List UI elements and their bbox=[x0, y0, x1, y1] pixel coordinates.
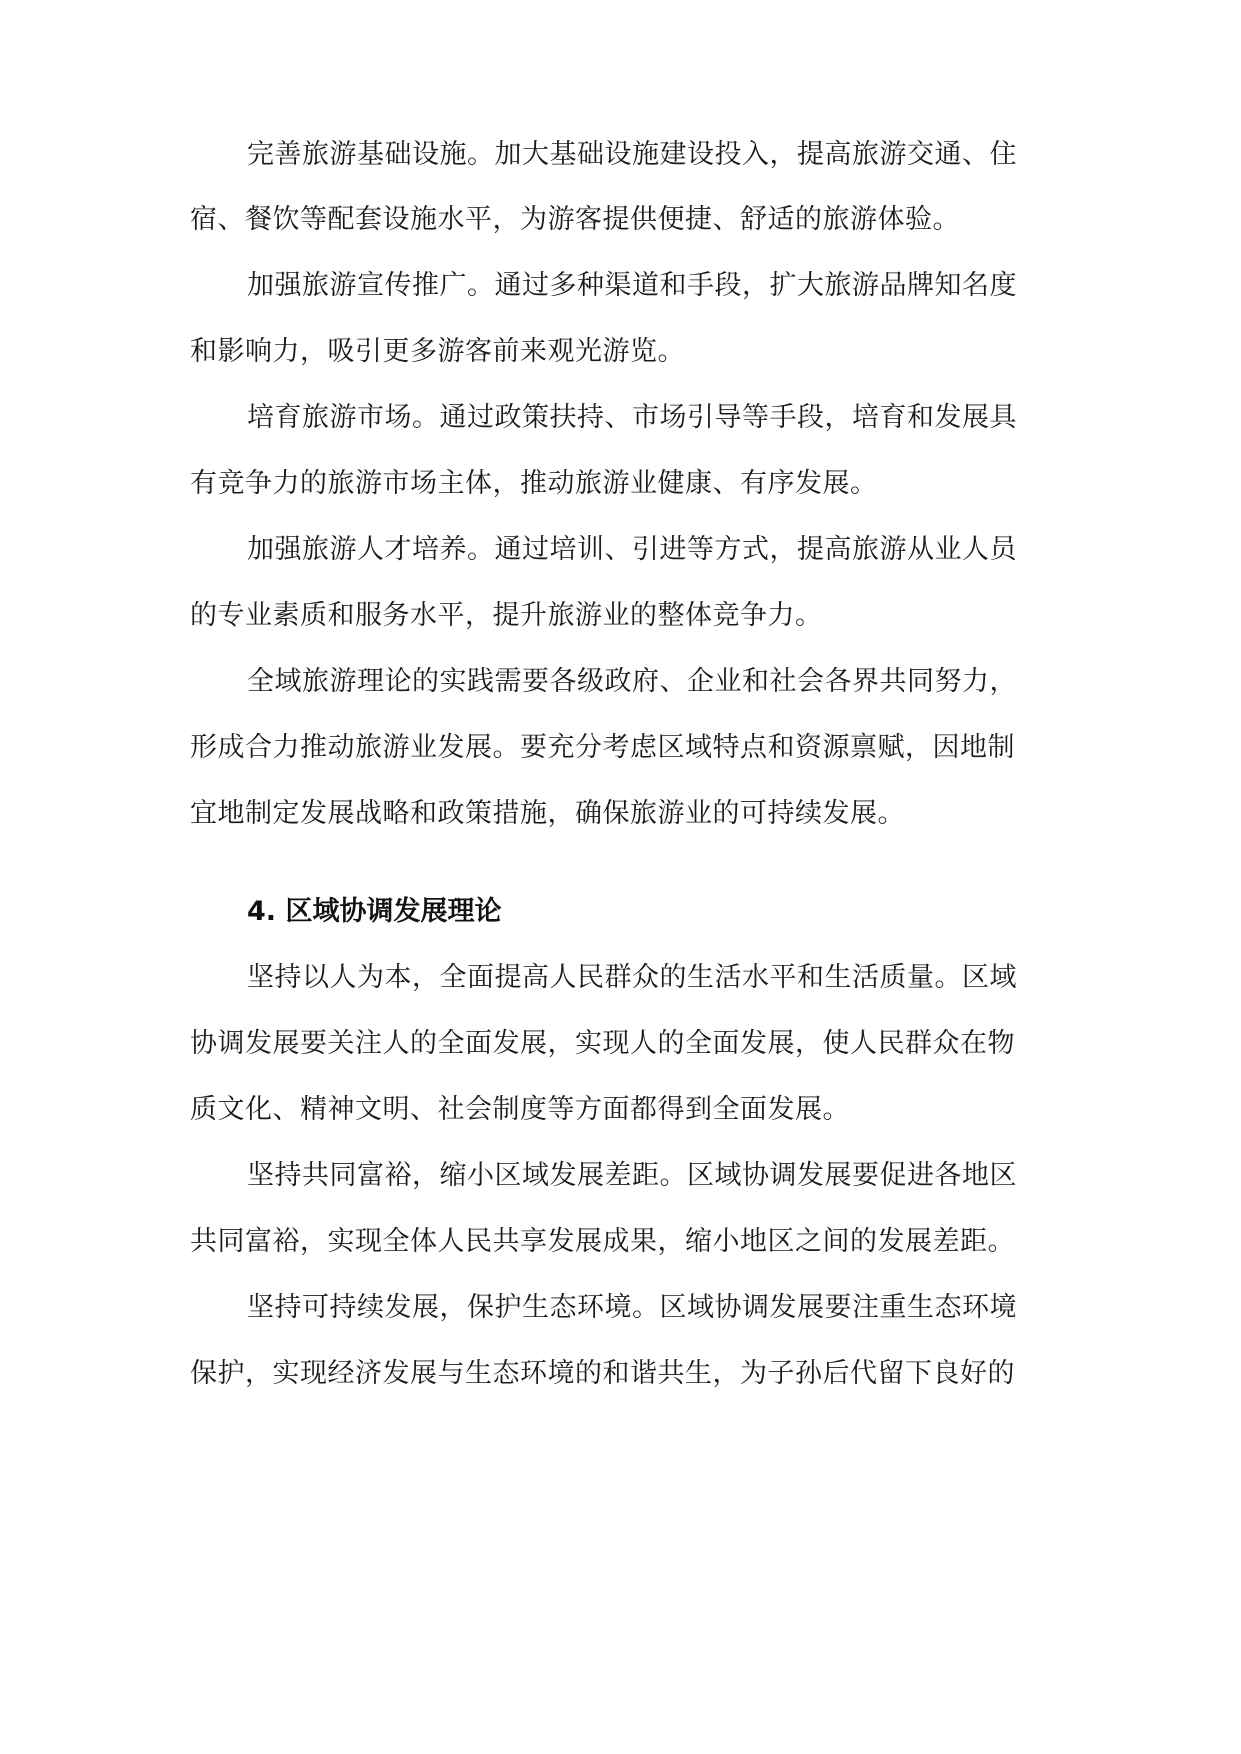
paragraph-line: 加强旅游人才培养。通过培训、引进等方式，提高旅游从业人员 bbox=[247, 534, 1017, 565]
paragraph-line: 坚持可持续发展，保护生态环境。区域协调发展要注重生态环境 bbox=[247, 1292, 1017, 1323]
paragraph-line: 全域旅游理论的实践需要各级政府、企业和社会各界共同努力， bbox=[247, 666, 1017, 697]
paragraph-line: 有竞争力的旅游市场主体，推动旅游业健康、有序发展。 bbox=[190, 468, 878, 499]
paragraph-line: 培育旅游市场。通过政策扶持、市场引导等手段，培育和发展具 bbox=[247, 402, 1017, 433]
paragraph-line: 形成合力推动旅游业发展。要充分考虑区域特点和资源禀赋，因地制 bbox=[190, 732, 1015, 763]
paragraph-line: 加强旅游宣传推广。通过多种渠道和手段，扩大旅游品牌知名度 bbox=[247, 270, 1017, 301]
paragraph-line: 保护，实现经济发展与生态环境的和谐共生，为子孙后代留下良好的 bbox=[190, 1358, 1015, 1389]
paragraph-line: 坚持共同富裕，缩小区域发展差距。区域协调发展要促进各地区 bbox=[247, 1160, 1017, 1191]
section-heading: 4. 区域协调发展理论 bbox=[247, 896, 502, 927]
paragraph-line: 共同富裕，实现全体人民共享发展成果，缩小地区之间的发展差距。 bbox=[190, 1226, 1015, 1257]
paragraph-line: 的专业素质和服务水平，提升旅游业的整体竞争力。 bbox=[190, 600, 823, 631]
paragraph-line: 和影响力，吸引更多游客前来观光游览。 bbox=[190, 336, 685, 367]
paragraph-line: 坚持以人为本，全面提高人民群众的生活水平和生活质量。区域 bbox=[247, 962, 1017, 993]
paragraph-line: 宿、餐饮等配套设施水平，为游客提供便捷、舒适的旅游体验。 bbox=[190, 204, 960, 235]
paragraph-line: 宜地制定发展战略和政策措施，确保旅游业的可持续发展。 bbox=[190, 798, 905, 829]
paragraph-line: 质文化、精神文明、社会制度等方面都得到全面发展。 bbox=[190, 1094, 850, 1125]
paragraph-line: 协调发展要关注人的全面发展，实现人的全面发展，使人民群众在物 bbox=[190, 1028, 1015, 1059]
paragraph-line: 完善旅游基础设施。加大基础设施建设投入，提高旅游交通、住 bbox=[247, 139, 1017, 170]
